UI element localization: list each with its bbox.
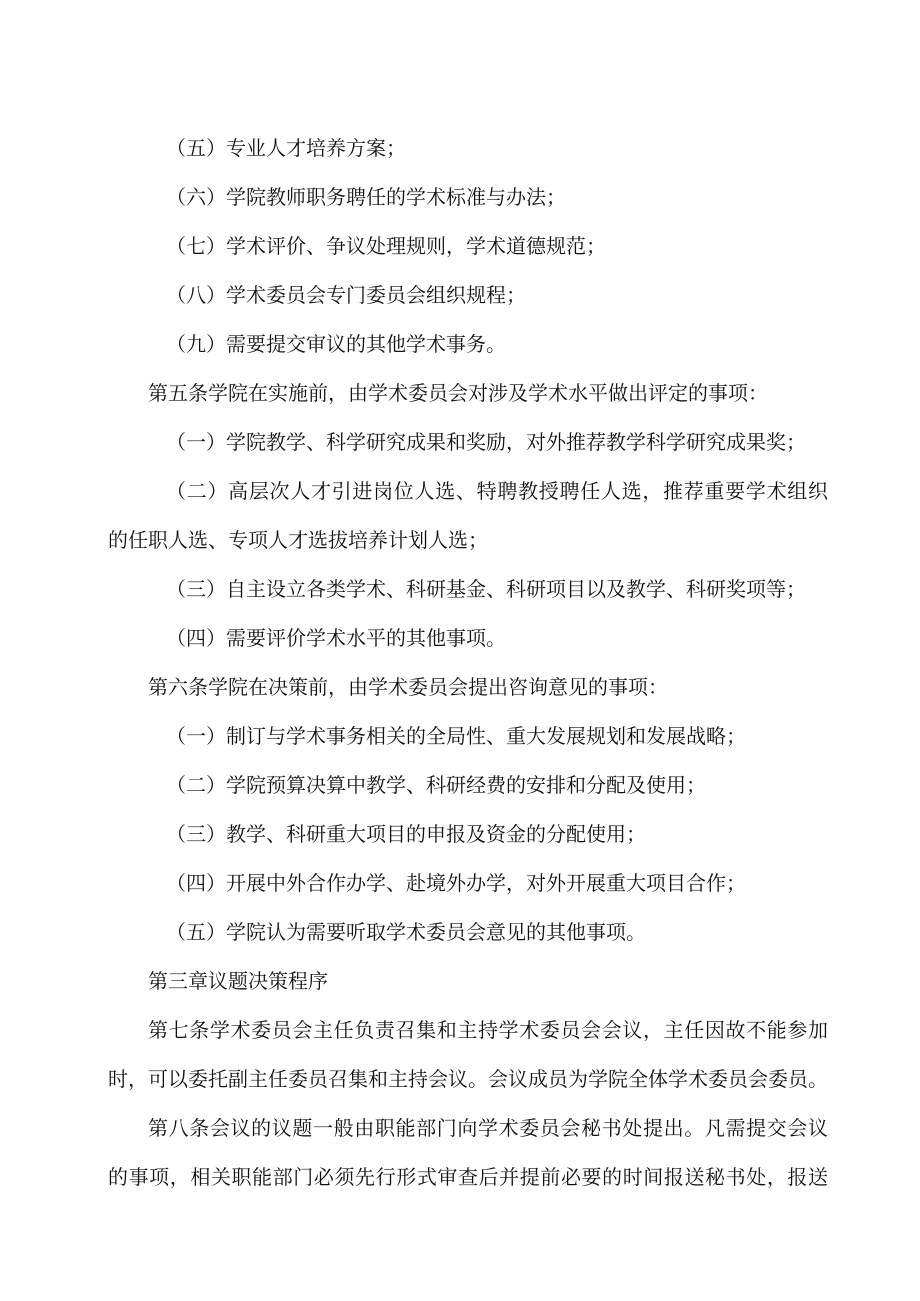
text-line: （三）教学、科研重大项目的申报及资金的分配使用； [166, 822, 646, 846]
text-line: （二）高层次人才引进岗位人选、特聘教授聘任人选，推荐重要学术组织 [166, 479, 828, 503]
text-line: （三）自主设立各类学术、科研基金、科研项目以及教学、科研奖项等； [166, 577, 806, 601]
text-line: 第三章议题决策程序 [148, 969, 328, 993]
text-line: （四）需要评价学术水平的其他事项。 [166, 626, 506, 650]
text-line: 时，可以委托副主任委员召集和主持会议。会议成员为学院全体学术委员会委员。 [108, 1067, 828, 1091]
text-line: （七）学术评价、争议处理规则，学术道德规范； [166, 234, 606, 258]
text-line: （四）开展中外合作办学、赴境外办学，对外开展重大项目合作； [166, 871, 746, 895]
text-line: （五）专业人才培养方案； [166, 136, 406, 160]
text-line: 第七条学术委员会主任负责召集和主持学术委员会会议，主任因故不能参加 [148, 1018, 828, 1042]
text-line: （一）制订与学术事务相关的全局性、重大发展规划和发展战略； [166, 724, 746, 748]
text-line: （五）学院认为需要听取学术委员会意见的其他事项。 [166, 920, 646, 944]
text-line: （八）学术委员会专门委员会组织规程； [166, 283, 526, 307]
text-line: 第六条学院在决策前，由学术委员会提出咨询意见的事项： [148, 675, 668, 699]
text-line: 第五条学院在实施前，由学术委员会对涉及学术水平做出评定的事项： [148, 381, 768, 405]
text-line: （一）学院教学、科学研究成果和奖励，对外推荐教学科学研究成果奖； [166, 430, 806, 454]
text-line: （六）学院教师职务聘任的学术标准与办法； [166, 185, 566, 209]
text-line: （九）需要提交审议的其他学术事务。 [166, 332, 506, 356]
text-line: 第八条会议的议题一般由职能部门向学术委员会秘书处提出。凡需提交会议 [148, 1116, 828, 1140]
document-body [108, 124, 828, 1202]
text-line: 的事项，相关职能部门必须先行形式审查后并提前必要的时间报送秘书处，报送 [108, 1165, 828, 1189]
text-line: （二）学院预算决算中教学、科研经费的安排和分配及使用； [166, 773, 706, 797]
text-line: 的任职人选、专项人才选拔培养计划人选； [108, 528, 488, 552]
